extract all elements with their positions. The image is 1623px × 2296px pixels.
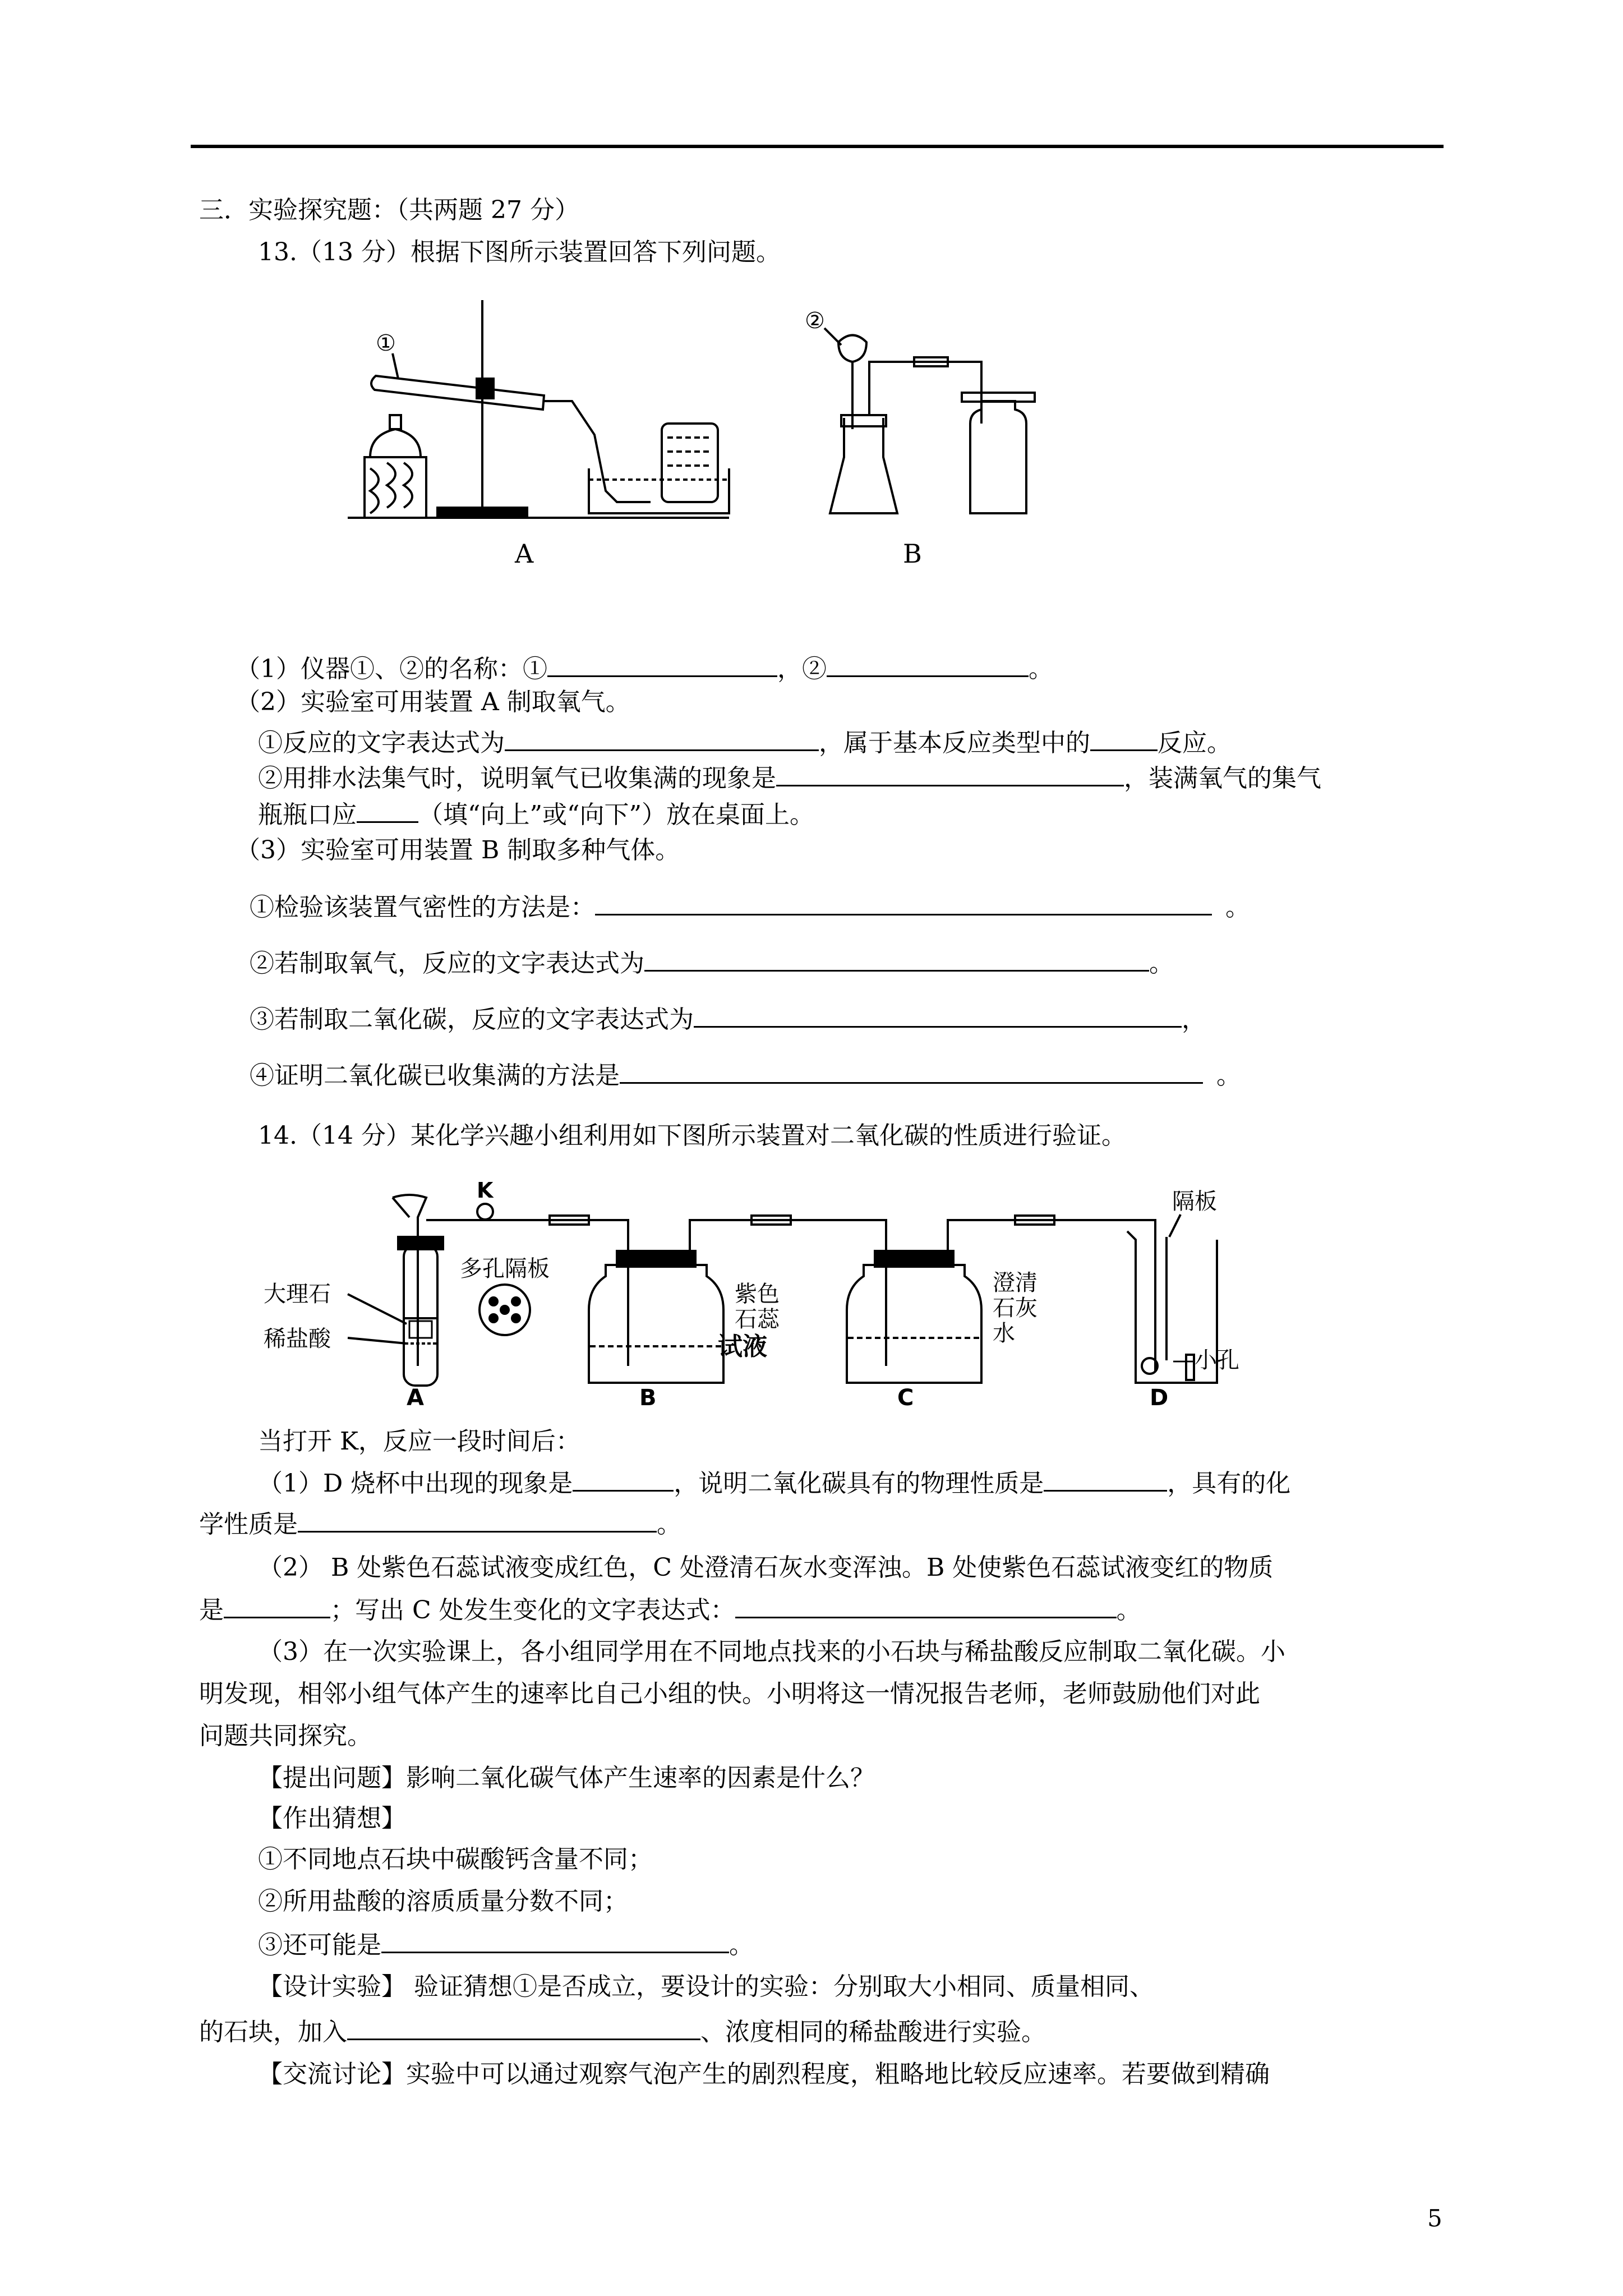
separatory-funnel [838, 335, 866, 362]
bottle-b [589, 1265, 723, 1383]
q14-p3-line2: 明发现，相邻小组气体产生的速率比自己小组的快。小明将这一情况报告老师，老师鼓励他们对此 [199, 1680, 1260, 1708]
label-litmus-1: 紫色 [735, 1281, 780, 1307]
q13-sub3-2: ②若制取氧气，反应的文字表达式为 。 [250, 945, 1174, 981]
q14-p2-cont: 是 ；写出 C 处发生变化的文字表达式： 。 [199, 1592, 1141, 1627]
q14-p3-line1: （3）在一次实验课上，各小组同学用在不同地点找来的小石块与稀盐酸反应制取二氧化碳。小 [258, 1637, 1285, 1666]
q14-discussion: 【交流讨论】实验中可以通过观察气泡产生的剧烈程度，粗略地比较反应速率。若要做到精确 [258, 2060, 1270, 2088]
conical-flask [830, 418, 897, 513]
section-title: 三．实验探究题：（共两题 27 分） [199, 196, 579, 224]
water-trough [589, 468, 729, 513]
label-c: C [897, 1385, 914, 1411]
bottle-c [847, 1265, 981, 1383]
q14-hypothesis-2: ②所用盐酸的溶质质量分数不同； [258, 1887, 628, 1916]
q13-sub2-1: ①反应的文字表达式为 ，属于基本反应类型中的 反应。 [258, 725, 1232, 760]
q14-design: 【设计实验】 验证猜想①是否成立，要设计的实验：分别取大小相同、质量相同、 [258, 1972, 1154, 2001]
label-hole: —小孔 [1172, 1347, 1239, 1373]
marker-2: ② [805, 308, 825, 334]
q14-p1: （1）D 烧杯中出现的现象是 ，说明二氧化碳具有的物理性质是 ，具有的化 [258, 1465, 1290, 1501]
label-lime-2: 石灰 [993, 1295, 1038, 1321]
q14-hypothesis-3: ③还可能是 。 [258, 1927, 754, 1962]
q13-stem: 13.（13 分）根据下图所示装置回答下列问题。 [258, 238, 781, 266]
q14-p3-line3: 问题共同探究。 [199, 1722, 372, 1750]
label-lime-3: 水 [993, 1320, 1015, 1346]
q14-intro: 当打开 K，反应一段时间后： [258, 1427, 580, 1456]
alcohol-lamp [370, 429, 421, 457]
q14-apparatus-figure [258, 1175, 1223, 1411]
q14-hypothesis-1: ①不同地点石块中碳酸钙含量不同； [258, 1845, 653, 1874]
marker-1: ① [376, 330, 396, 356]
q13-sub3-3: ③若制取二氧化碳，反应的文字表达式为 ， [250, 1001, 1206, 1037]
collection-bottle [970, 401, 1026, 513]
delivery-tube [544, 401, 651, 502]
q13-sub1: （1）仪器①、②的名称：① ，② 。 [236, 651, 1053, 686]
q13-sub2-2: ②用排水法集气时，说明氧气已收集满的现象是 ，装满氧气的集气 [258, 760, 1321, 795]
label-litmus-2: 石蕊 [735, 1306, 780, 1332]
q13-sub3: （3）实验室可用装置 B 制取多种气体。 [236, 836, 680, 864]
label-porous: 多孔隔板 [460, 1256, 550, 1282]
q13-sub3-1: ①检验该装置气密性的方法是： 。 [250, 889, 1250, 924]
tube-b-c [690, 1220, 886, 1265]
valve-k [477, 1204, 493, 1220]
label-acid: 稀盐酸 [264, 1326, 331, 1352]
label-d: D [1150, 1385, 1169, 1411]
q13-sub3-4: ④证明二氧化碳已收集满的方法是 。 [250, 1057, 1241, 1093]
q14-p1-cont: 学性质是 。 [199, 1506, 681, 1542]
q14-stem: 14.（14 分）某化学兴趣小组利用如下图所示装置对二氧化碳的性质进行验证。 [258, 1121, 1126, 1150]
label-litmus-3: 试液 [718, 1332, 767, 1361]
label-lime-1: 澄清 [993, 1270, 1038, 1296]
q14-hypothesis-label: 【作出猜想】 [258, 1804, 406, 1833]
tube-a [404, 1245, 437, 1386]
test-tube [371, 376, 544, 409]
label-k: K [477, 1178, 494, 1203]
header-rule [191, 145, 1444, 148]
gas-jar [662, 424, 718, 502]
page-number: 5 [1427, 2205, 1442, 2232]
funnel-a [393, 1195, 426, 1243]
label-baffle: 隔板 [1172, 1189, 1217, 1214]
fig-label-b: B [903, 539, 922, 569]
q13-sub2-2-cont: 瓶瓶口应 （填“向上”或“向下”）放在桌面上。 [258, 797, 814, 832]
label-a: A [407, 1385, 424, 1411]
q14-design-cont: 的石块，加入 、浓度相同的稀盐酸进行实验。 [199, 2014, 1046, 2049]
fig-label-a: A [515, 539, 534, 569]
q14-question: 【提出问题】影响二氧化碳气体产生速率的因素是什么？ [258, 1764, 875, 1792]
q13-sub2: （2）实验室可用装置 A 制取氧气。 [236, 688, 630, 716]
q14-p2: （2） B 处紫色石蕊试液变成红色，C 处澄清石灰水变浑浊。B 处使紫色石蕊试液变红的物质 [258, 1553, 1274, 1582]
label-marble: 大理石 [264, 1281, 331, 1307]
q13-apparatus-figure [336, 289, 1094, 575]
label-b: B [639, 1385, 657, 1411]
